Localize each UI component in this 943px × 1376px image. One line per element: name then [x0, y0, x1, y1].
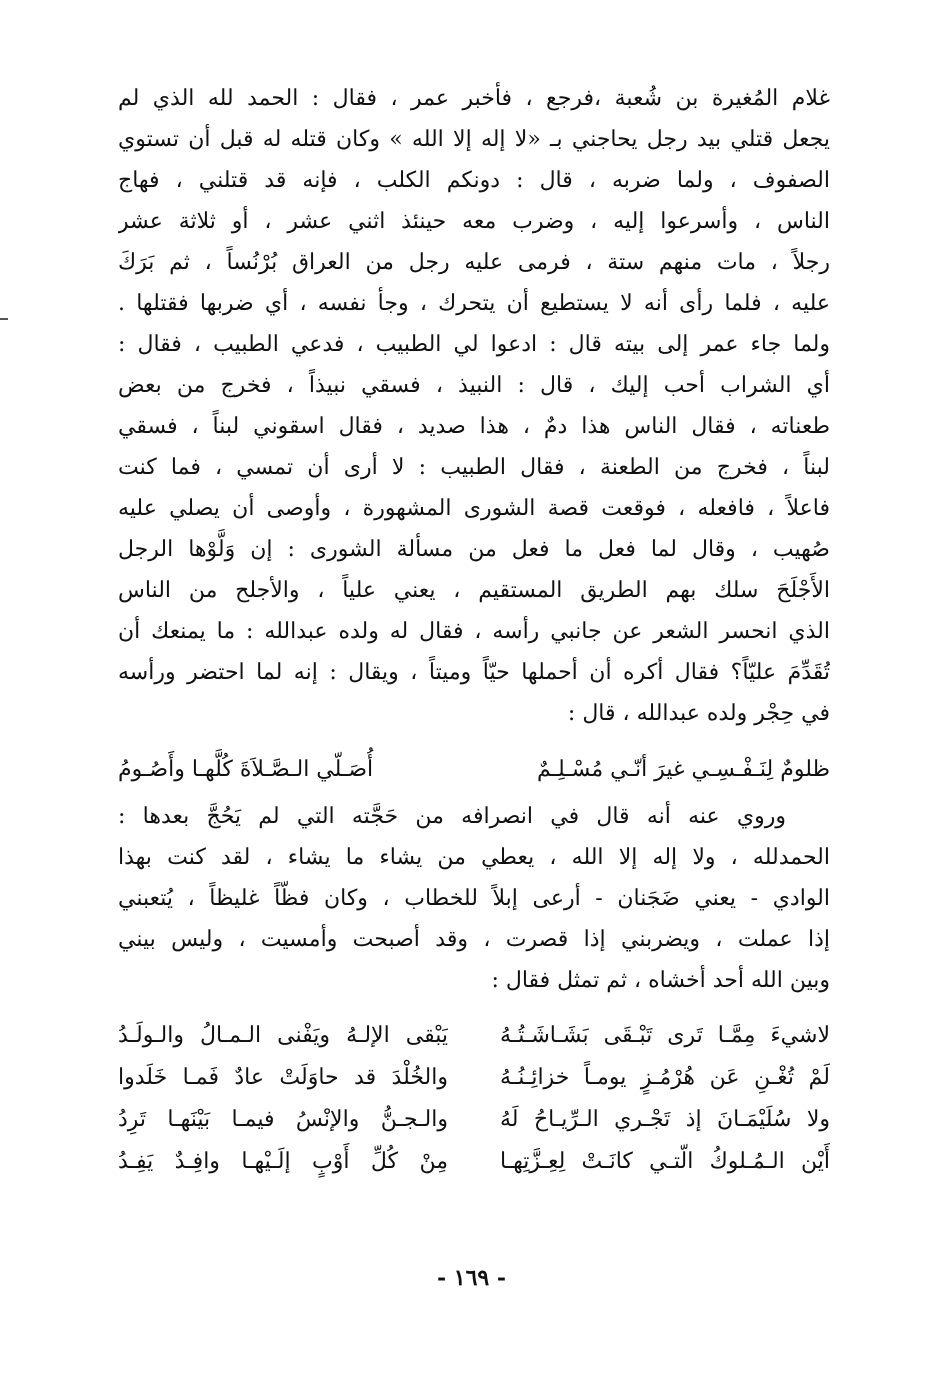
- text-line: الناس ، وأسرعوا إليه ، وضرب معه حينئذ اثني عشر ، أو ثلاثة عشر: [118, 209, 830, 234]
- text-line: ولما جاء عمر إلى بيته قال : ادعوا لي الطبيب ، فدعي الطبيب ، فقال :: [118, 332, 830, 357]
- text-line: رجلاً ، مات منهم ستة ، فرمى عليه رجل من العراق بُرْنُساً ، ثم بَرَكَ: [118, 250, 830, 275]
- margin-mark: [0, 318, 8, 320]
- single-verse: [118, 748, 830, 792]
- text-line: فاعلاً ، فافعله ، فوقعت قصة الشورى المشهورة ، وأوصى أن يصلي عليه: [118, 496, 830, 521]
- text-line: وبين الله أحد أخشاه ، ثم تمثل فقال :: [491, 968, 830, 993]
- text-line: طعناته ، فقال الناس هذا دمٌ ، هذا صديد ، فقال اسقوني لبناً ، فسقي: [118, 414, 830, 439]
- text-line: عليه ، فلما رأى أنه لا يستطيع أن يتحرك ، وجأ نفسه ، أي ضربها فقتلها .: [118, 291, 830, 316]
- text-line: الوادي - يعني ضَجَنان - أرعى إبلاً للخطاب ، وكان فظّاً غليظاً ، يُتعبني: [118, 886, 830, 911]
- verse-row: [118, 1141, 830, 1183]
- verse-first-hemistich: ولا سُلَيْمَـانَ إذ تَجْـري الـرِّيـاحُ لَهُ: [500, 1107, 830, 1132]
- text-line: الذي انحسر الشعر عن جانبي رأسه ، فقال له ولده عبدالله : ما يمنعك أن: [118, 619, 830, 644]
- verse-row: [118, 1015, 830, 1057]
- text-line: أي الشراب أحب إليك ، قال : النبيذ ، فسقي نبيذاً ، فخرج من بعض: [118, 373, 830, 398]
- verse-row: [118, 1099, 830, 1141]
- verse-second-hemistich: مِنْ كُلِّ أَوْبٍ إلَـيْهـا وافِـدٌ يَفِـدُ: [118, 1149, 448, 1174]
- verse-first-hemistich: لاشيءَ مِمَّـا تَرى تَبْـقَى بَشَـاشَـتُـهُ: [500, 1023, 830, 1048]
- verse-first-hemistich: أَيْن الـمُـلوكُ الّتـي كانَـتْ لِعِـزَّتِهـا: [500, 1149, 830, 1174]
- text-line: يجعل قتلي بيد رجل يحاجني بـ «لا إله إلا الله » وكان قتله له قبل أن تستوي: [118, 127, 830, 152]
- verse-first-hemistich: ظلومٌ لِنَـفْـسِـي غيرَ أنّـي مُسْـلِـمٌ: [536, 757, 830, 782]
- paragraph-2: [118, 796, 830, 1001]
- text-line: إذا عملت ، ويضربني إذا قصرت ، وقد أصبحت وأمسيت ، وليس بيني: [118, 927, 830, 952]
- text-line: الصفوف ، ولما ضربه ، قال : دونكم الكلب ، فإنه قد قتلني ، فهاج: [118, 168, 830, 193]
- book-page: [118, 78, 830, 1183]
- page-number: - ١٦٩ -: [436, 1265, 507, 1291]
- text-line: الأَجْلَحَ سلك بهم الطريق المستقيم ، يعني علياً ، والأجلح من الناس: [118, 578, 830, 603]
- text-line: في حِجْر ولده عبدالله ، قال :: [567, 701, 830, 726]
- text-line: لبناً ، فخرج من الطعنة ، فقال الطبيب : لا أرى أن تمسي ، فما كنت: [118, 455, 830, 480]
- text-line: وروي عنه أنه قال في انصرافه من حَجَّته التي لم يَحُجَّ بعدها :: [118, 804, 786, 829]
- text-line: تُقَدِّمَ عليّاً؟ فقال أكره أن أحملها حيّاً وميتاً ، ويقال : إنه لما احتضر ورأسه: [118, 660, 830, 685]
- verse-first-hemistich: لَمْ تُغْـنِ عَن هُرْمُـزٍ يومـاً خزائِـنُـهُ: [500, 1065, 830, 1090]
- verse-second-hemistich: والخُلْدَ قد حاوَلَتْ عادٌ فَمـا خَلَدوا: [118, 1065, 448, 1090]
- text-line: صُهيب ، وقال لما فعل ما فعل من مسألة الشورى : إن وَلَّوْها الرجل: [118, 537, 830, 562]
- text-line: الحمدلله ، ولا إله إلا الله ، يعطي من يشاء ما يشاء ، لقد كنت بهذا: [118, 845, 830, 870]
- verse-second-hemistich: والـجـنُّ والإنْسُ فيمـا بَيْنَهـا تَرِدُ: [118, 1107, 448, 1132]
- poem: [118, 1015, 830, 1183]
- verse-second-hemistich: أُصَـلّي الـصَّـلاَةَ كُلَّهـا وأَصُـومُ: [118, 757, 374, 782]
- text-line: غلام المُغيرة بن شُعبة ،فرجع ، فأخبر عمر ، فقال : الحمد لله الذي لم: [118, 86, 830, 111]
- verse-row: [118, 1057, 830, 1099]
- paragraph-1: [118, 78, 830, 734]
- verse-second-hemistich: يَبْقى الإلـهُ ويَفْنى الـمـالُ والـولَـدُ: [118, 1023, 448, 1048]
